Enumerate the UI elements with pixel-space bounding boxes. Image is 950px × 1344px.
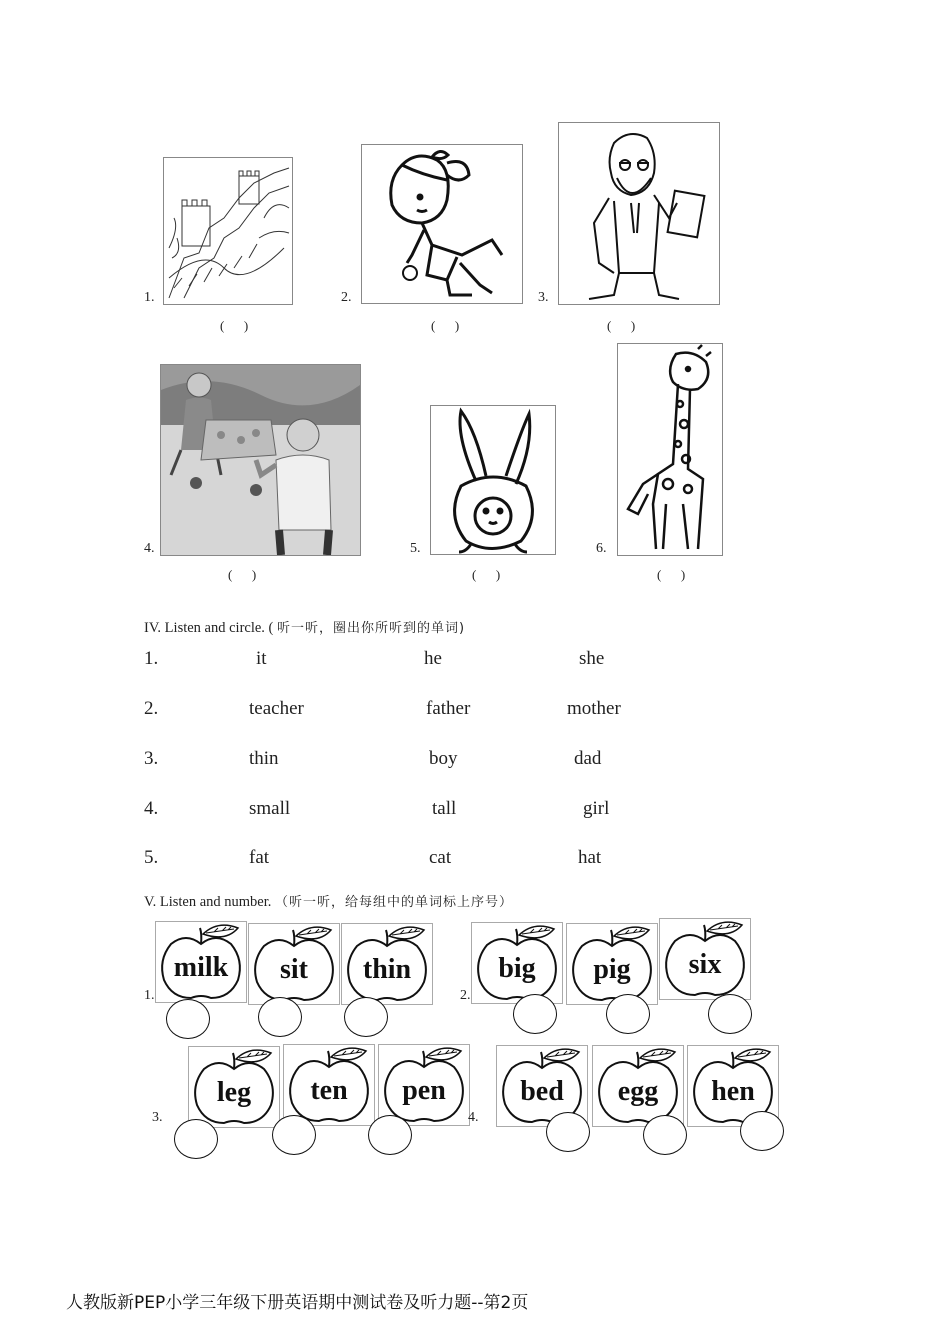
answer-circle[interactable] [606, 994, 650, 1034]
word-option[interactable]: teacher [249, 698, 304, 719]
answer-circle[interactable] [740, 1111, 784, 1151]
teacher-picture [558, 122, 720, 305]
apple-word: egg [617, 1076, 659, 1107]
word-option[interactable]: small [249, 798, 291, 819]
apple-word: sit [280, 954, 308, 985]
answer-blank-3[interactable]: ( ) [607, 318, 636, 333]
row-number: 2. [144, 698, 159, 719]
picture-number-2: 2. [341, 290, 352, 305]
section-5-title-cn: （听一听，给每组中的单词标上序号） [275, 895, 514, 910]
word-option[interactable]: father [426, 698, 471, 719]
apple-word-card [659, 918, 751, 1000]
row-number: 5. [144, 847, 159, 868]
section-4-title-en: IV. Listen and circle. ( [144, 620, 274, 636]
apple-word-card [283, 1044, 375, 1126]
apple-word-card [341, 923, 433, 1005]
grandparents-picture [160, 364, 361, 556]
girl-picture [361, 144, 523, 304]
picture-number-4: 4. [144, 541, 155, 556]
answer-blank-6[interactable]: ( ) [657, 567, 686, 582]
picture-number-6: 6. [596, 541, 607, 556]
group-number-4: 4. [468, 1110, 479, 1125]
row-number: 1. [144, 648, 159, 669]
row-number: 4. [144, 798, 159, 819]
apple-word-card [155, 921, 247, 1003]
apple-word: ten [310, 1075, 348, 1106]
section-5-title-en: V. Listen and number. [144, 894, 272, 910]
answer-circle[interactable] [272, 1115, 316, 1155]
group-number-1: 1. [144, 988, 155, 1003]
answer-circle[interactable] [708, 994, 752, 1034]
word-option[interactable]: boy [429, 748, 458, 769]
answer-circle[interactable] [368, 1115, 412, 1155]
apple-word-card [471, 922, 563, 1004]
answer-circle[interactable] [258, 997, 302, 1037]
group-number-3: 3. [152, 1110, 163, 1125]
apple-word: milk [173, 952, 229, 983]
word-option[interactable]: dad [574, 748, 602, 769]
apple-word-card [188, 1046, 280, 1128]
apple-word: bed [520, 1076, 564, 1107]
apple-word: six [688, 949, 722, 980]
section-4-title [144, 617, 465, 637]
picture-number-5: 5. [410, 541, 421, 556]
answer-circle[interactable] [546, 1112, 590, 1152]
word-option[interactable]: it [256, 648, 267, 669]
answer-circle[interactable] [513, 994, 557, 1034]
rabbit-picture [430, 405, 556, 555]
answer-circle[interactable] [344, 997, 388, 1037]
word-option[interactable]: thin [249, 748, 279, 769]
answer-blank-4[interactable]: ( ) [228, 567, 257, 582]
apple-word: thin [362, 954, 412, 985]
answer-circle[interactable] [643, 1115, 687, 1155]
answer-blank-5[interactable]: ( ) [472, 567, 501, 582]
word-option[interactable]: hat [578, 847, 602, 868]
apple-word: big [498, 953, 536, 984]
page-footer: 人教版新PEP小学三年级下册英语期中测试卷及听力题--第2页 [66, 1293, 529, 1313]
answer-circle[interactable] [174, 1119, 218, 1159]
word-option[interactable]: girl [583, 798, 610, 819]
apple-word-card [248, 923, 340, 1005]
apple-word-card [378, 1044, 470, 1126]
giraffe-picture [617, 343, 723, 556]
picture-number-3: 3. [538, 290, 549, 305]
great-wall-picture [163, 157, 293, 305]
answer-blank-1[interactable]: ( ) [220, 318, 249, 333]
word-option[interactable]: he [424, 648, 442, 669]
answer-circle[interactable] [166, 999, 210, 1039]
section-5-title [144, 891, 513, 911]
apple-word: hen [711, 1076, 755, 1107]
section-4-title-cn: 听一听，圈出你所听到的单词) [277, 621, 466, 636]
answer-blank-2[interactable]: ( ) [431, 318, 460, 333]
row-number: 3. [144, 748, 159, 769]
word-option[interactable]: mother [567, 698, 621, 719]
apple-word-card [566, 923, 658, 1005]
group-number-2: 2. [460, 988, 471, 1003]
word-option[interactable]: she [579, 648, 605, 669]
apple-word: pig [593, 954, 631, 985]
word-option[interactable]: fat [249, 847, 270, 868]
word-option[interactable]: tall [432, 798, 457, 819]
apple-word: pen [402, 1075, 446, 1106]
picture-number-1: 1. [144, 290, 155, 305]
word-option[interactable]: cat [429, 847, 452, 868]
apple-word: leg [216, 1077, 252, 1108]
